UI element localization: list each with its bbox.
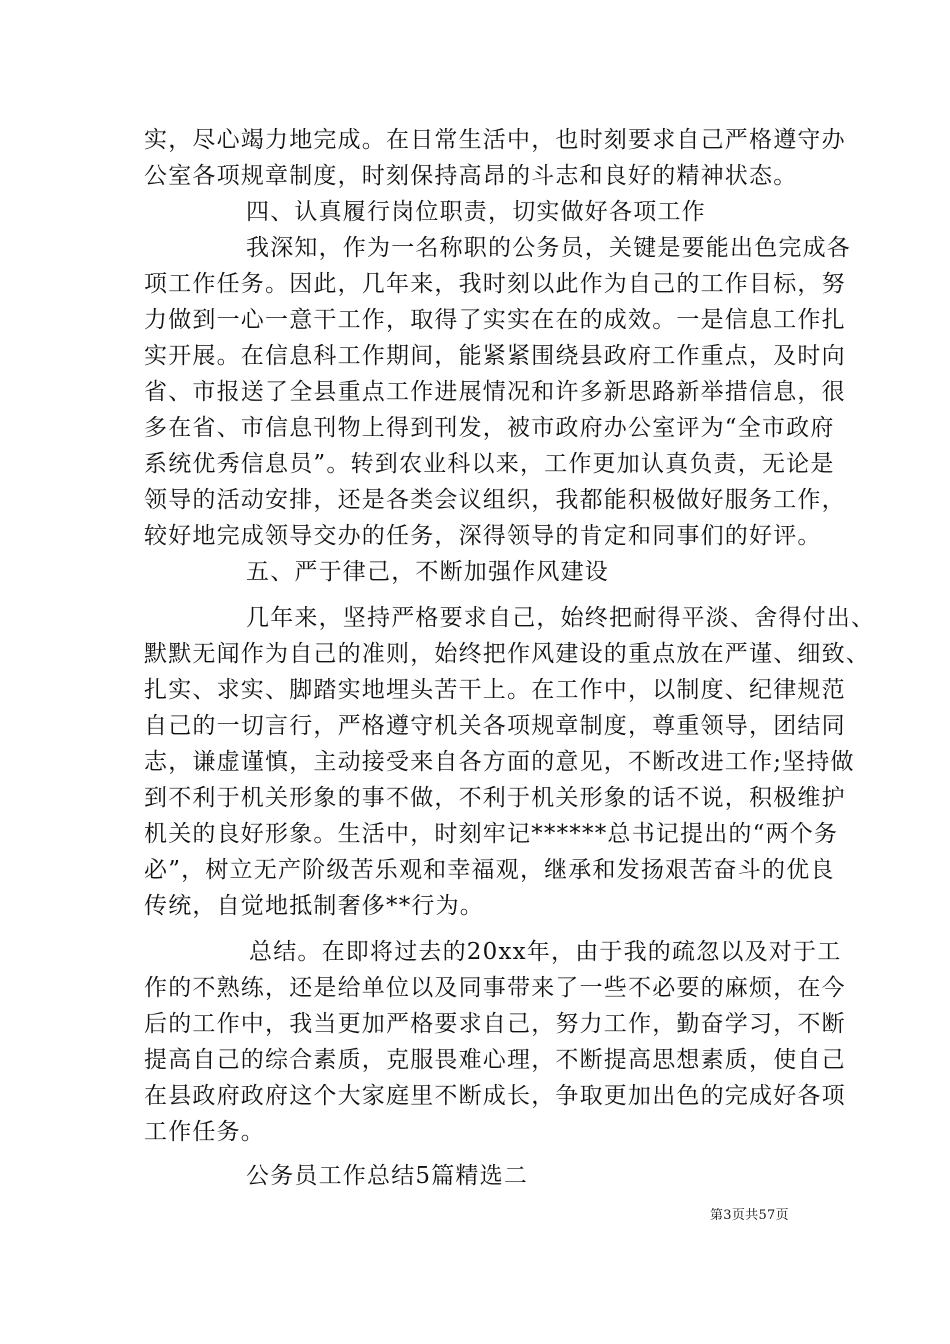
body-line: 几年来，坚持严格要求自己，始终把耐得平淡、舍得付出、 (246, 605, 876, 631)
body-line: 自己的一切言行，严格遵守机关各项规章制度，尊重领导，团结同 (144, 713, 846, 739)
body-line: 传统，自觉地抵制奢侈**行为。 (144, 893, 484, 919)
body-line: 公室各项规章制度，时刻保持高昂的斗志和良好的精神状态。 (144, 163, 798, 189)
body-line: 省、市报送了全县重点工作进展情况和许多新思路新举措信息，很 (144, 379, 846, 405)
body-line: 到不利于机关形象的事不做，不利于机关形象的话不说，积极维护 (144, 785, 846, 811)
body-line: 多在省、市信息刊物上得到刊发，被市政府办公室评为“全市政府 (144, 415, 835, 441)
body-line: 系统优秀信息员”。转到农业科以来，工作更加认真负责，无论是 (144, 451, 835, 477)
body-line: 必”，树立无产阶级苦乐观和幸福观，继承和发扬艰苦奋斗的优良 (144, 857, 835, 883)
body-line: 默默无闻作为自己的准则，始终把作风建设的重点放在严谨、细致、 (144, 641, 870, 667)
body-line: 后的工作中，我当更加严格要求自己，努力工作，勤奋学习，不断 (144, 1011, 846, 1037)
subtitle-heading: 公务员工作总结5篇精选二 (246, 1163, 529, 1189)
body-line: 实开展。在信息科工作期间，能紧紧围绕县政府工作重点，及时向 (144, 343, 846, 369)
body-line: 扎实、求实、脚踏实地埋头苦干上。在工作中，以制度、纪律规范 (144, 677, 846, 703)
body-line: 工作任务。 (144, 1119, 265, 1145)
body-line: 项工作任务。因此，几年来，我时刻以此作为自己的工作目标，努 (144, 271, 846, 297)
page-number: 第3页共57页 (710, 1208, 789, 1223)
body-line: 实，尽心竭力地完成。在日常生活中，也时刻要求自己严格遵守办 (144, 127, 846, 153)
section-heading: 五、严于律己，不断加强作风建设 (246, 559, 609, 585)
section-heading: 四、认真履行岗位职责，切实做好各项工作 (246, 199, 706, 225)
body-line: 总结。在即将过去的20xx年，由于我的疏忽以及对于工 (249, 939, 842, 965)
body-line: 在县政府政府这个大家庭里不断成长，争取更加出色的完成好各项 (144, 1083, 846, 1109)
body-line: 提高自己的综合素质，克服畏难心理，不断提高思想素质，使自己 (144, 1047, 846, 1073)
body-line: 我深知，作为一名称职的公务员，关键是要能出色完成各 (246, 235, 851, 261)
body-line: 较好地完成领导交办的任务，深得领导的肯定和同事们的好评。 (144, 523, 822, 549)
body-line: 领导的活动安排，还是各类会议组织，我都能积极做好服务工作， (144, 487, 846, 513)
body-line: 作的不熟练，还是给单位以及同事带来了一些不必要的麻烦，在今 (144, 975, 846, 1001)
body-line: 志，谦虚谨慎，主动接受来自各方面的意见，不断改进工作;坚持做 (144, 749, 855, 775)
body-line: 力做到一心一意干工作，取得了实实在在的成效。一是信息工作扎 (144, 307, 846, 333)
body-line: 机关的良好形象。生活中，时刻牢记******总书记提出的“两个务 (144, 821, 839, 847)
